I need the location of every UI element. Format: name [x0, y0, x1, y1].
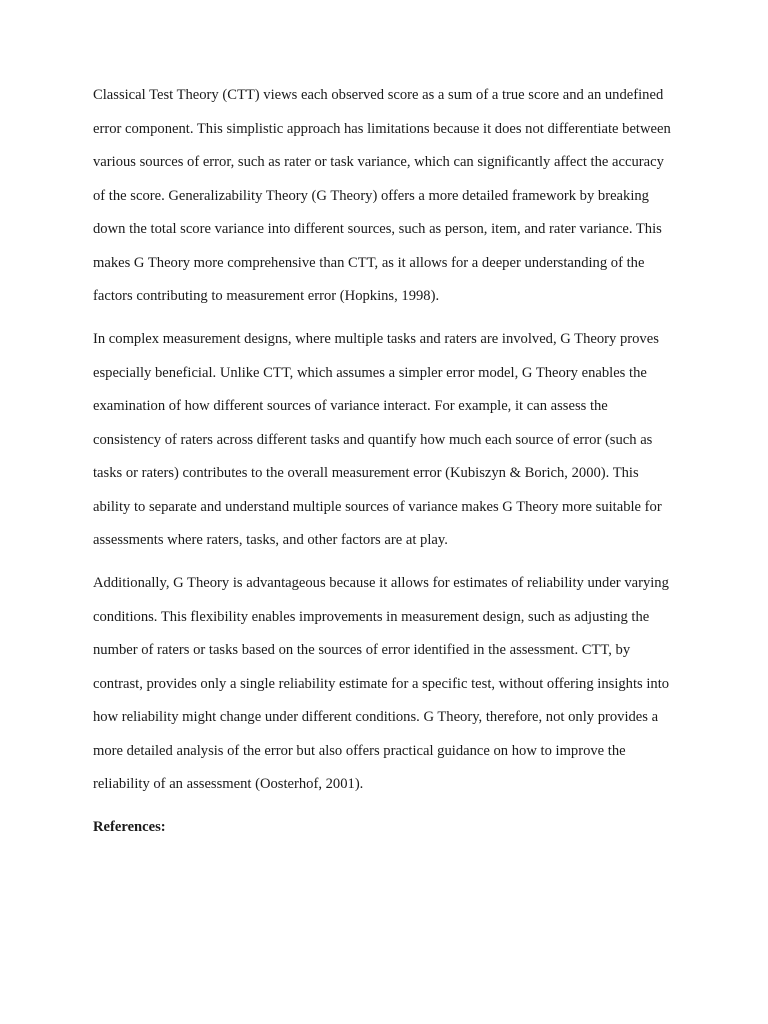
paragraph-ctt-overview: Classical Test Theory (CTT) views each observed score as a sum of a true score and an undefined error component. This simplistic approach has limitations because it does not differentiate between various sources of error, such as rater or task variance, which can significantly affect the accuracy of the score. Generalizability Theory (G Theory) offers a more detailed framework by breaking down the total score variance into different sources, such as person, item, and rater variance. This makes G Theory more comprehensive than CTT, as it allows for a deeper understanding of the factors contributing to measurement error (Hopkins, 1998).: [93, 87, 671, 304]
paragraph-complex-designs: In complex measurement designs, where multiple tasks and raters are involved, G Theory proves especially beneficial. Unlike CTT, which assumes a simpler error model, G Theory enables the examination of how different sources of variance interact. For example, it can assess the consistency of raters across different tasks and quantify how much each source of error (such as tasks or raters) contributes to the overall measurement error (Kubiszyn & Borich, 2000). This ability to separate and understand multiple sources of variance makes G Theory more suitable for assessments where raters, tasks, and other factors are at play.: [93, 331, 662, 548]
references-heading: References:: [93, 819, 166, 835]
paragraph-reliability-estimates: Additionally, G Theory is advantageous because it allows for estimates of reliability under varying conditions. This flexibility enables improvements in measurement design, such as adjusting the number of raters or tasks based on the sources of error identified in the assessment. CTT, by contrast, provides only a single reliability estimate for a specific test, without offering insights into how reliability might change under different conditions. G Theory, therefore, not only provides a more detailed analysis of the error but also offers practical guidance on how to improve the reliability of an assessment (Oosterhof, 2001).: [93, 575, 670, 792]
document-body: [93, 79, 675, 845]
